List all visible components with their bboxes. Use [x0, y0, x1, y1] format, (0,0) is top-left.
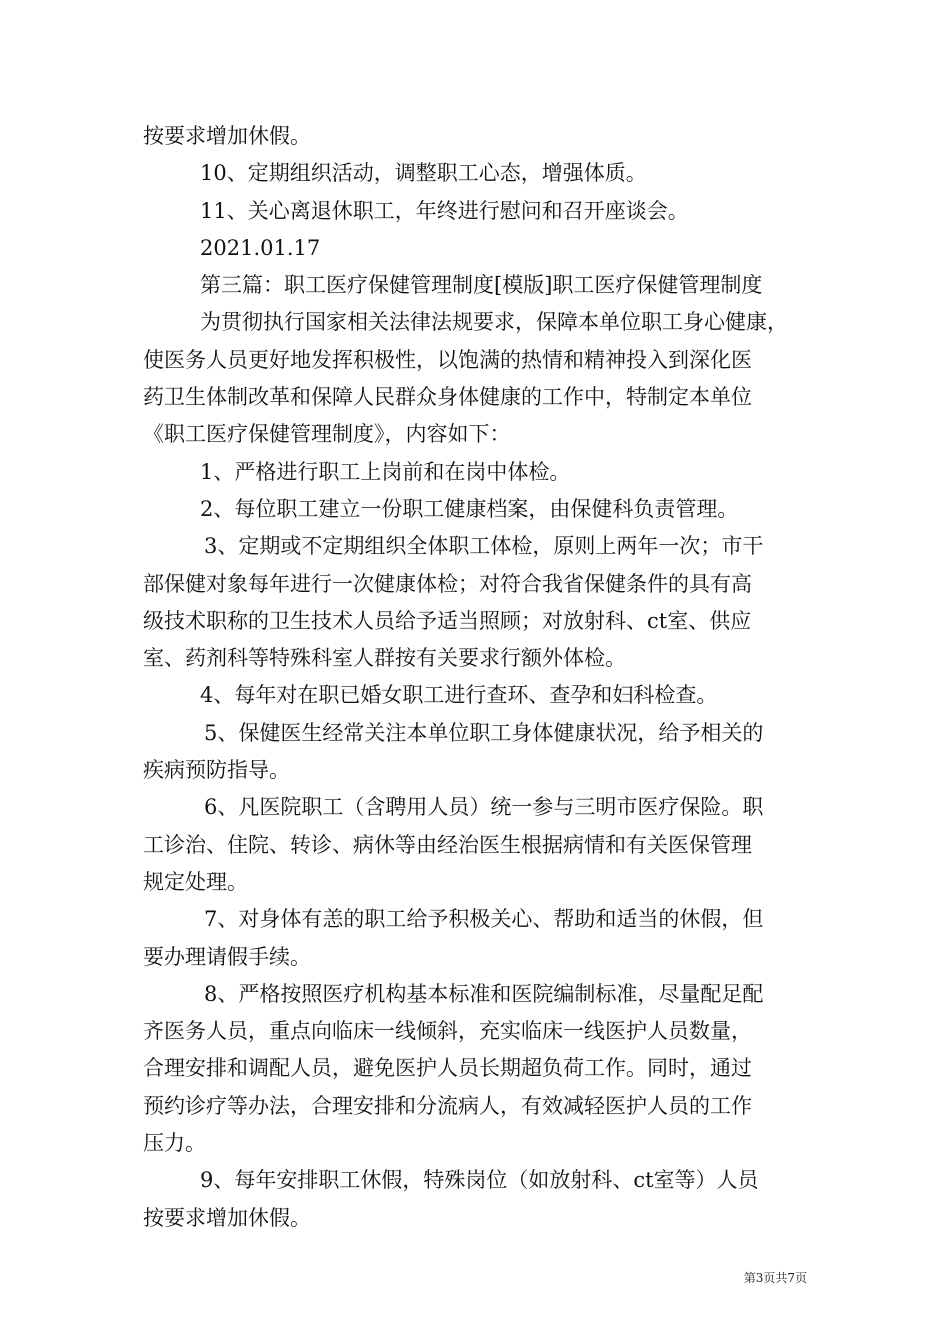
text-line: 级技术职称的卫生技术人员给予适当照顾；对放射科、ct室、供应: [143, 608, 752, 633]
text-line: 规定处理。: [143, 869, 248, 894]
list-item: 8、严格按照医疗机构基本标准和医院编制标准，尽量配足配: [204, 981, 764, 1006]
list-item: 1、严格进行职工上岗前和在岗中体检。: [200, 459, 571, 484]
text-line: 合理安排和调配人员，避免医护人员长期超负荷工作。同时，通过: [143, 1056, 752, 1081]
section-heading: 第三篇：职工医疗保健管理制度[模版]职工医疗保健管理制度: [200, 273, 763, 298]
text-line: 11、关心离退休职工，年终进行慰问和召开座谈会。: [200, 198, 689, 223]
list-item: 7、对身体有恙的职工给予积极关心、帮助和适当的休假，但: [204, 907, 764, 932]
text-line: 压力。: [143, 1131, 206, 1156]
list-item: 9、每年安排职工休假，特殊岗位（如放射科、ct室等）人员: [200, 1168, 759, 1193]
text-line: 使医务人员更好地发挥积极性，以饱满的热情和精神投入到深化医: [143, 347, 752, 372]
list-item: 6、凡医院职工（含聘用人员）统一参与三明市医疗保险。职: [204, 795, 764, 820]
text-line: 预约诊疗等办法，合理安排和分流病人，有效减轻医护人员的工作: [143, 1093, 752, 1118]
text-line: 为贯彻执行国家相关法律法规要求，保障本单位职工身心健康，: [200, 310, 788, 335]
text-line: 药卫生体制改革和保障人民群众身体健康的工作中，特制定本单位: [143, 385, 752, 410]
text-line: 按要求增加休假。: [143, 1205, 311, 1230]
text-line: 齐医务人员，重点向临床一线倾斜，充实临床一线医护人员数量，: [143, 1019, 752, 1044]
list-item: 2、每位职工建立一份职工健康档案，由保健科负责管理。: [200, 496, 739, 521]
text-line: 部保健对象每年进行一次健康体检；对符合我省保健条件的具有高: [143, 571, 752, 596]
text-line: 工诊治、住院、转诊、病休等由经治医生根据病情和有关医保管理: [143, 832, 752, 857]
text-line: 疾病预防指导。: [143, 758, 290, 783]
text-line: 要办理请假手续。: [143, 944, 311, 969]
text-line: 10、定期组织活动，调整职工心态，增强体质。: [200, 161, 647, 186]
text-line: 按要求增加休假。: [143, 124, 311, 148]
list-item: 3、定期或不定期组织全体职工体检，原则上两年一次；市干: [204, 534, 764, 559]
list-item: 4、每年对在职已婚女职工进行查环、查孕和妇科检查。: [200, 683, 718, 708]
document-body: [143, 118, 819, 1237]
date-line: 2021.01.17: [200, 235, 321, 260]
text-line: 室、药剂科等特殊科室人群按有关要求行额外体检。: [143, 646, 626, 671]
text-line: 《职工医疗保健管理制度》，内容如下：: [143, 422, 511, 447]
list-item: 5、保健医生经常关注本单位职工身体健康状况，给予相关的: [204, 720, 764, 745]
page-number: 第3页共7页: [743, 1271, 807, 1285]
